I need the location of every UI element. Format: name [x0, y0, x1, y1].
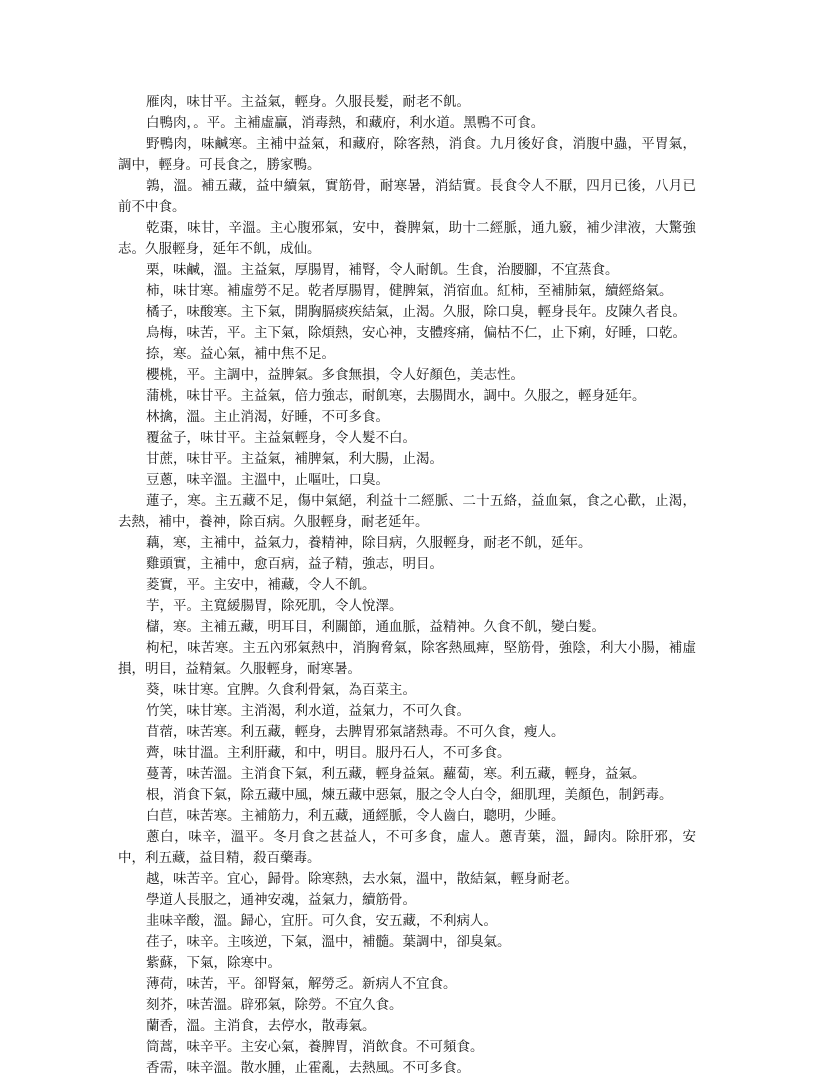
entry-foxnut: 雞頭實，主補中，愈百病，益子精，強志，明目。 — [146, 556, 443, 572]
entry-turnip: 蔓菁，味苦溫。主消食下氣，利五藏，輕身益氣。蘿蔔，寒。利五藏，輕身，益氣。 — [146, 766, 646, 782]
entry-dried-jujube: 乾棗，味甘，辛溫。主心腹邪氣，安中，養脾氣，助十二經脈，通九竅，補少津液，大驚強志。久服輕身，延年不飢，成仙。 — [118, 220, 696, 257]
entry-wild-duck-meat: 野鴨肉，味鹹寒。主補中益氣，和藏府，除客熱，消食。九月後好食，消腹中蟲，平胃氣，調中，輕身。可長食之，勝家鴨。 — [118, 136, 696, 173]
document-body — [118, 92, 696, 1079]
entry-ke-mustard: 刻芥，味苦溫。辟邪氣，除勞。不宜久食。 — [146, 997, 403, 1013]
entry-persimmon: 柿，味甘寒。補虛勞不足。乾者厚腸胃，健脾氣，消宿血。紅柿，至補肺氣，續經絡氣。 — [146, 283, 673, 299]
entry-yue: 越，味苦辛。宜心，歸骨。除寒熱，去水氣，溫中，散結氣，輕身耐老。 — [146, 871, 578, 887]
entry-crown-daisy: 筒蒿，味辛平。主安心氣，養脾胃，消飲食。不可頻食。 — [146, 1039, 484, 1055]
entry-black-plum: 烏梅，味苦，平。主下氣，除煩熱，安心神，支體疼痛，偏枯不仁，止下痢，好睡，口乾。 — [146, 325, 686, 341]
entry-quail: 鶉，溫。補五藏，益中續氣，實筋骨，耐寒暑，消結實。長食令人不厭，四月已後，八月已前不中食。 — [118, 178, 696, 215]
entry-lotus-root: 藕，寒，主補中，益氣力，養精神，除目病，久服輕身，耐老不飢，延年。 — [146, 535, 592, 551]
entry-lettuce: 白苣，味苦寒。主補筋力，利五藏，通經脈，令人齒白，聰明，少睡。 — [146, 808, 565, 824]
entry-bamboo-shoot: 竹笑，味甘寒。主消渴，利水道，益氣力，不可久食。 — [146, 703, 470, 719]
entry-root: 根，消食下氣，除五藏中風，煉五藏中惡氣，服之令人白令，細肌理，美顏色，制鈣毒。 — [146, 787, 673, 803]
entry-white-duck-meat: 白鴨肉，。平。主補虛贏，消毒熱，和藏府，利水道。黑鴨不可食。 — [146, 115, 545, 131]
entry-alfalfa: 苜蓿，味苦寒。利五藏，輕身，去脾胃邪氣諸熱毒。不可久食，瘦人。 — [146, 724, 565, 740]
entry-mallow: 葵，味甘寒。宜脾。久食利骨氣，為百菜主。 — [146, 682, 416, 698]
entry-goose-meat: 雁肉，味甘平。主益氣，輕身。久服長髮，耐老不飢。 — [146, 94, 470, 110]
entry-mint: 薄荷，味苦，平。卻腎氣，解勞乏。新病人不宜食。 — [146, 976, 457, 992]
entry-scallion: 蔥白，味辛，溫平。冬月食之甚益人，不可多食，虛人。蔥青葉，溫，歸肉。除肝邪，安中，利五藏，益目精，殺百藥毒。 — [118, 829, 696, 866]
entry-cardamom: 豆蔥，味辛溫。主溫中，止嘔吐，口臭。 — [146, 472, 389, 488]
entry-xiang-ru: 香需，味辛溫。散水腫，止霍亂，去熱風。不可多食。 — [146, 1060, 470, 1076]
entry-basil: 蘭香，溫。主消食，去停水，散毒氣。 — [146, 1018, 376, 1034]
entry-cherry: 櫻桃，平。主調中，益脾氣。多食無損，令人好顏色，美志性。 — [146, 367, 524, 383]
entry-purple-perilla: 紫蘇，下氣，除寒中。 — [146, 955, 281, 971]
entry-linqin-apple: 林擒，溫。主止消渴，好睡，不可多食。 — [146, 409, 389, 425]
entry-shepherds-purse: 薺，味甘溫。主利肝藏，和中，明目。服丹石人，不可多食。 — [146, 745, 511, 761]
entry-grape: 蒲桃，味甘平。主益氣，倍力強志，耐飢寒，去腸間水，調中。久服之，輕身延年。 — [146, 388, 646, 404]
entry-taro: 芋，平。主寬緩腸胃，除死肌，令人悅澤。 — [146, 598, 403, 614]
entry-sugarcane: 甘蔗，味甘平。主益氣，補脾氣，利大腸，止渴。 — [146, 451, 443, 467]
entry-perilla-seed: 荏子，味辛。主咳逆，下氣，溫中，補髓。葉調中，卻臭氣。 — [146, 934, 511, 950]
entry-water-caltrop: 菱實，平。主安中，補藏，令人不飢。 — [146, 577, 376, 593]
entry-raspberry: 覆盆子，味甘平。主益氣輕身，令人髮不白。 — [146, 430, 416, 446]
entry-lotus-seed: 蓮子，寒。主五藏不足，傷中氣絕，利益十二經脈、二十五絡，益血氣，食之心歡，止渴，去熱，補中，養神，除百病。久服輕身，耐老延年。 — [118, 493, 696, 530]
entry-goji: 枸杞，味苦寒。主五內邪氣熱中，消胸脅氣，除客熱風痺，堅筋骨，強陰，利大小腸，補虛損，明目，益精氣。久服輕身，耐寒暑。 — [118, 640, 696, 677]
entry-chestnut: 栗，味鹹，溫。主益氣，厚腸胃，補腎，令人耐飢。生食，治腰腳，不宜蒸食。 — [146, 262, 619, 278]
entry-crabapple: 捺，寒。益心氣，補中焦不足。 — [146, 346, 335, 362]
entry-daoist-note: 學道人長服之，通神安魂，益氣力，續筋骨。 — [146, 892, 416, 908]
entry-chu-nut: 櫧，寒。主補五藏，明耳目，利關節，通血脈，益精神。久食不飢，變白髮。 — [146, 619, 605, 635]
entry-chives: 韭味辛酸，溫。歸心，宜肝。可久食，安五藏，不利病人。 — [146, 913, 497, 929]
entry-tangerine: 橘子，味酸寒。主下氣，開胸膈痰疾結氣，止渴。久服，除口臭，輕身長年。皮陳久者良。 — [146, 304, 686, 320]
